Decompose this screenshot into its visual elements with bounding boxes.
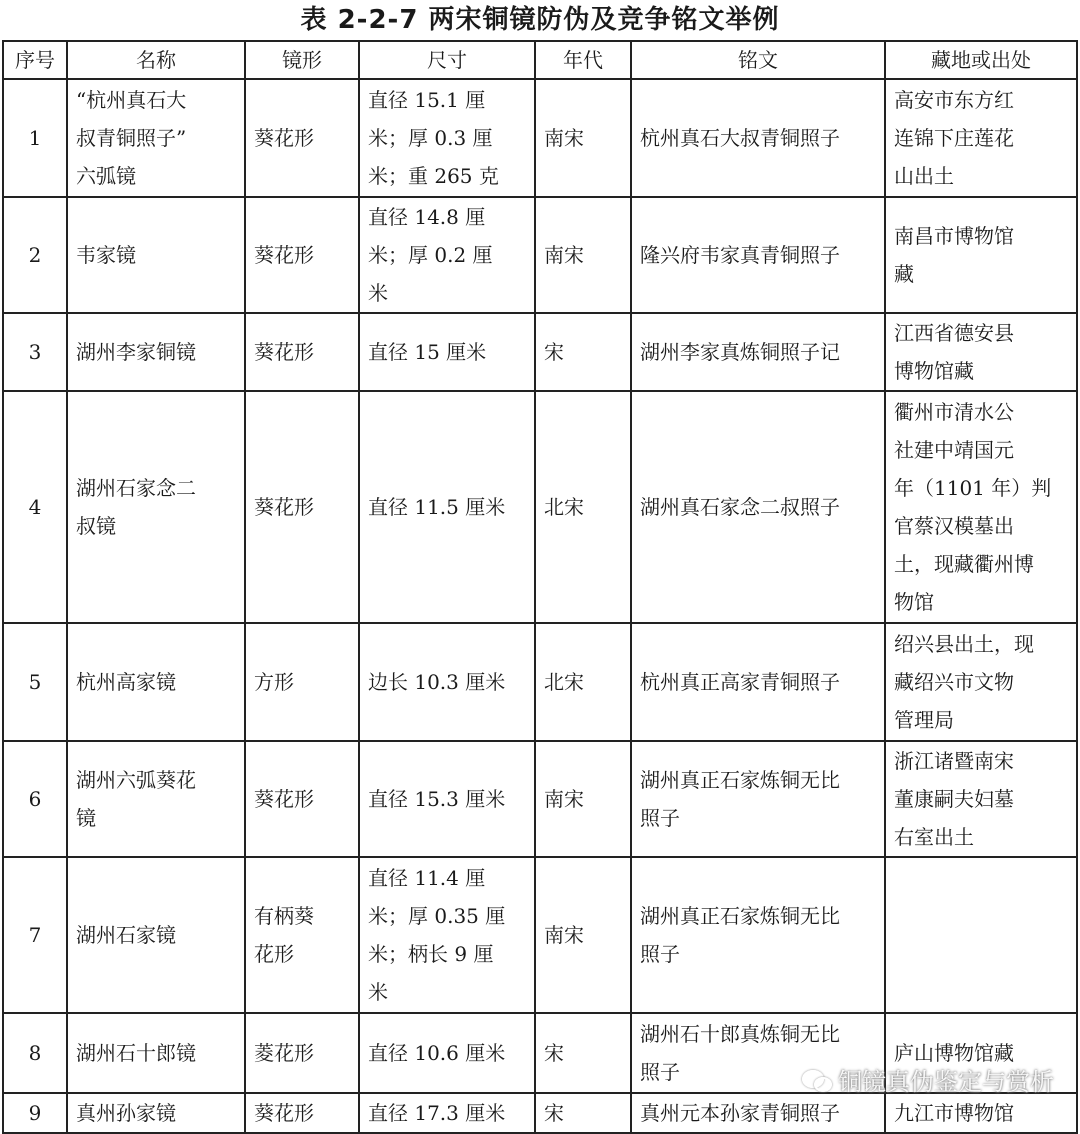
table-row	[3, 391, 1077, 623]
cell-no: 7	[3, 857, 67, 1013]
header-era: 年代	[535, 41, 631, 79]
cell-size: 直径 17.3 厘米	[359, 1093, 535, 1133]
cell-location: 九江市博物馆	[885, 1093, 1077, 1133]
header-size: 尺寸	[359, 41, 535, 79]
cell-location: 江西省德安县 博物馆藏	[885, 313, 1077, 391]
cell-no: 8	[3, 1013, 67, 1093]
cell-no: 9	[3, 1093, 67, 1133]
cell-size: 直径 15 厘米	[359, 313, 535, 391]
cell-name: 杭州高家镜	[67, 623, 245, 741]
table-row	[3, 79, 1077, 197]
table-row	[3, 1093, 1077, 1133]
cell-shape: 葵花形	[245, 313, 359, 391]
cell-name: “杭州真石大 叔青铜照子” 六弧镜	[67, 79, 245, 197]
cell-shape: 葵花形	[245, 1093, 359, 1133]
cell-name: 韦家镜	[67, 197, 245, 313]
cell-era: 北宋	[535, 623, 631, 741]
header-inscription: 铭文	[631, 41, 885, 79]
cell-no: 1	[3, 79, 67, 197]
cell-inscription: 湖州真正石家炼铜无比 照子	[631, 741, 885, 857]
cell-size: 边长 10.3 厘米	[359, 623, 535, 741]
cell-size: 直径 15.1 厘 米；厚 0.3 厘 米；重 265 克	[359, 79, 535, 197]
cell-inscription: 杭州真石大叔青铜照子	[631, 79, 885, 197]
cell-location: 高安市东方红 连锦下庄莲花 山出土	[885, 79, 1077, 197]
cell-shape: 葵花形	[245, 79, 359, 197]
watermark	[802, 1062, 1054, 1097]
table-row	[3, 741, 1077, 857]
watermark-text: 铜镜真伪鉴定与赏析	[838, 1068, 1054, 1096]
cell-location	[885, 857, 1077, 1013]
header-name: 名称	[67, 41, 245, 79]
cell-inscription: 湖州真石家念二叔照子	[631, 391, 885, 623]
cell-size: 直径 15.3 厘米	[359, 741, 535, 857]
cell-location: 庐山博物馆藏	[885, 1013, 1077, 1093]
wechat-icon	[802, 1068, 832, 1092]
cell-inscription: 真州元本孙家青铜照子	[631, 1093, 885, 1133]
cell-era: 宋	[535, 1093, 631, 1133]
cell-shape: 有柄葵 花形	[245, 857, 359, 1013]
cell-location: 绍兴县出土，现 藏绍兴市文物 管理局	[885, 623, 1077, 741]
cell-era: 南宋	[535, 857, 631, 1013]
cell-name: 湖州石十郎镜	[67, 1013, 245, 1093]
cell-name: 湖州石家镜	[67, 857, 245, 1013]
cell-shape: 葵花形	[245, 741, 359, 857]
cell-location: 南昌市博物馆 藏	[885, 197, 1077, 313]
header-row	[3, 41, 1077, 79]
cell-inscription: 隆兴府韦家真青铜照子	[631, 197, 885, 313]
cell-no: 6	[3, 741, 67, 857]
cell-shape: 葵花形	[245, 197, 359, 313]
cell-size: 直径 14.8 厘 米；厚 0.2 厘 米	[359, 197, 535, 313]
header-location: 藏地或出处	[885, 41, 1077, 79]
header-shape: 镜形	[245, 41, 359, 79]
cell-no: 4	[3, 391, 67, 623]
cell-size: 直径 11.5 厘米	[359, 391, 535, 623]
cell-era: 宋	[535, 313, 631, 391]
table-row	[3, 313, 1077, 391]
cell-name: 湖州石家念二 叔镜	[67, 391, 245, 623]
cell-era: 南宋	[535, 79, 631, 197]
cell-era: 北宋	[535, 391, 631, 623]
cell-shape: 葵花形	[245, 391, 359, 623]
cell-name: 湖州六弧葵花 镜	[67, 741, 245, 857]
cell-shape: 菱花形	[245, 1013, 359, 1093]
cell-inscription: 湖州石十郎真炼铜无比 照子	[631, 1013, 885, 1093]
table-row	[3, 197, 1077, 313]
cell-era: 南宋	[535, 197, 631, 313]
cell-shape: 方形	[245, 623, 359, 741]
cell-inscription: 湖州李家真炼铜照子记	[631, 313, 885, 391]
cell-name: 真州孙家镜	[67, 1093, 245, 1133]
cell-no: 5	[3, 623, 67, 741]
cell-inscription: 湖州真正石家炼铜无比 照子	[631, 857, 885, 1013]
cell-era: 宋	[535, 1013, 631, 1093]
table-row	[3, 857, 1077, 1013]
cell-no: 2	[3, 197, 67, 313]
cell-era: 南宋	[535, 741, 631, 857]
cell-name: 湖州李家铜镜	[67, 313, 245, 391]
cell-no: 3	[3, 313, 67, 391]
mirror-table	[2, 40, 1078, 1134]
table-row	[3, 623, 1077, 741]
cell-size: 直径 10.6 厘米	[359, 1013, 535, 1093]
cell-location: 浙江诸暨南宋 董康嗣夫妇墓 右室出土	[885, 741, 1077, 857]
cell-location: 衢州市清水公 社建中靖国元 年（1101 年）判 官蔡汉模墓出 土，现藏衢州博 物馆	[885, 391, 1077, 623]
header-no: 序号	[3, 41, 67, 79]
table-title: 表 2-2-7 两宋铜镜防伪及竞争铭文举例	[300, 5, 780, 35]
cell-inscription: 杭州真正高家青铜照子	[631, 623, 885, 741]
cell-size: 直径 11.4 厘 米；厚 0.35 厘 米；柄长 9 厘 米	[359, 857, 535, 1013]
